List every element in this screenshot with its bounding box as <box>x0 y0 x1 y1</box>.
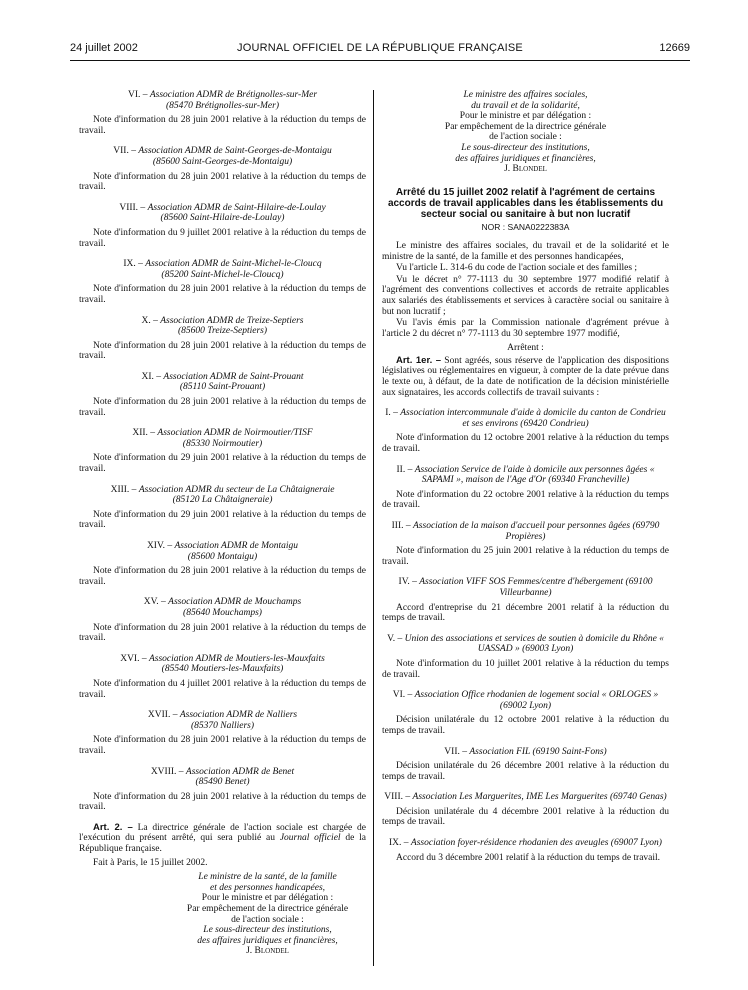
association-name: Association FIL (69190 Saint-Fons) <box>469 746 607 757</box>
association-place: (85110 Saint-Prouant) <box>179 382 266 393</box>
association-place: (85600 Saint-Georges-de-Montaigu) <box>152 156 293 167</box>
entry-number: IX. – <box>123 259 143 270</box>
association-entry <box>382 465 669 511</box>
association-name: Association ADMR de Moutiers-les-Mauxfaits <box>148 653 325 664</box>
header-date: 24 juillet 2002 <box>70 42 138 54</box>
association-note: Note d'information du 22 octobre 2001 relative à la réduction du temps de travail. <box>382 489 669 511</box>
association-note: Note d'information du 28 juin 2001 relative à la réduction du temps de travail. <box>79 735 366 756</box>
arrete-paragraph-3: Vu le décret n° 77-1113 du 30 septembre 1977 modifié relatif à l'agrément des conventions collectives et accords de retraite applicables aux salariés des établissements et services à caractère social ou sanitaire à but non lucratif ; <box>382 274 669 317</box>
association-name: Association Les Marguerites, IME Les Marguerites (69740 Genas) <box>412 792 667 803</box>
entry-number: VII. – <box>113 146 136 157</box>
association-name: Association ADMR de Brétignolles-sur-Mer <box>149 90 318 100</box>
sig-left-line-3: Pour le ministre et par délégation : <box>201 893 334 904</box>
association-name: Association ADMR de Benet <box>185 766 295 777</box>
sig-right-line-3: Pour le ministre et par délégation : <box>459 111 592 122</box>
association-name: Association ADMR de Noirmoutier/TISF <box>157 428 313 439</box>
association-title <box>79 316 366 327</box>
association-title <box>382 838 669 849</box>
association-title <box>79 146 366 157</box>
association-place: (85490 Benet) <box>195 777 250 788</box>
association-title <box>79 597 366 608</box>
entry-number: VI. – <box>127 90 148 100</box>
right-entries <box>382 408 669 863</box>
association-title <box>79 541 366 552</box>
header-journal-title: JOURNAL OFFICIEL DE LA RÉPUBLIQUE FRANÇAISE <box>237 42 523 54</box>
association-entry <box>79 90 366 136</box>
association-entry <box>382 838 669 863</box>
sig-right-line-2: du travail et de la solidarité, <box>471 100 580 111</box>
association-title <box>382 408 669 429</box>
association-entry <box>382 747 669 783</box>
association-note: Décision unilatérale du 26 décembre 2001 relative à la réduction du temps de travail. <box>382 761 669 782</box>
association-name: Association ADMR de Saint-Michel-le-Cloucq <box>145 259 322 270</box>
association-entry <box>382 792 669 828</box>
association-name: Association de la maison d'accueil pour personnes âgées (69790 Propières) <box>413 521 660 542</box>
article-1 <box>382 356 669 398</box>
association-note: Note d'information du 28 juin 2001 relative à la réduction du temps de travail. <box>79 566 366 587</box>
sig-left-line-6: Le sous-directeur des institutions, <box>203 925 332 936</box>
entry-number: V. – <box>387 633 403 644</box>
arretent: Arrêtent : <box>507 343 544 354</box>
entry-number: VI. – <box>392 690 413 701</box>
sig-right-line-6: Le sous-directeur des institutions, <box>461 142 590 153</box>
entry-number: I. – <box>385 408 398 419</box>
association-entry <box>79 372 366 418</box>
association-name: Association Office rhodanien de logement social « ORLOGES » (69002 Lyon) <box>414 690 659 711</box>
association-place: (85370 Nalliers) <box>190 720 255 731</box>
nor-reference: NOR : SANA0222383A <box>481 222 570 233</box>
association-place: (85600 Treize-Septiers) <box>177 326 268 337</box>
association-entry <box>79 541 366 587</box>
association-note: Note d'information du 29 juin 2001 relative à la réduction du temps de travail. <box>79 509 366 531</box>
arrete-paragraph-2: Vu l'article L. 314-6 du code de l'action sociale et des familles ; <box>396 263 638 274</box>
left-entries <box>79 90 366 813</box>
association-title <box>79 710 366 721</box>
column-divider <box>373 90 374 966</box>
association-place: (85600 Montaigu) <box>187 551 258 562</box>
association-entry <box>382 521 669 567</box>
entry-number: II. – <box>396 464 413 475</box>
association-place: (85600 Saint-Hilaire-de-Loulay) <box>160 213 285 224</box>
association-place: (85540 Moutiers-les-Mauxfaits) <box>161 664 284 675</box>
sig-right-line-1: Le ministre des affaires sociales, <box>463 90 588 100</box>
association-note: Note d'information du 28 juin 2001 relative à la réduction du temps de travail. <box>79 115 366 136</box>
association-name: Association foyer-résidence rhodanien des aveugles (69007 Lyon) <box>410 838 662 849</box>
association-title <box>79 767 366 778</box>
sig-right-line-4: Par empêchement de la directrice générale <box>444 121 607 132</box>
header-page-number: 12669 <box>659 42 690 54</box>
sig-left-line-1: Le ministre de la santé, de la famille <box>198 872 337 883</box>
entry-number: XVIII. – <box>150 766 184 777</box>
arrete-paragraph-4: Vu l'avis émis par la Commission nationale d'agrément prévue à l'article 2 du décret n° 77-1113 du 30 septembre 1977 modifié, <box>382 318 669 339</box>
entry-number: XV. – <box>143 597 166 608</box>
article-2-text-before: La directrice générale de l'action sociale est chargée de l'exécution du présent arrêté, qui sera publié au <box>79 822 366 844</box>
association-note: Note d'information du 28 juin 2001 relative à la réduction du temps de travail. <box>79 284 366 305</box>
entry-number: XIII. – <box>110 484 137 495</box>
entry-number: XIV. – <box>146 541 173 551</box>
association-note: Note d'information du 25 juin 2001 relative à la réduction du temps de travail. <box>382 546 669 567</box>
association-title <box>79 90 366 101</box>
association-entry <box>79 203 366 249</box>
signature-right <box>382 90 669 175</box>
association-title <box>382 747 669 758</box>
entry-number: XVII. – <box>147 710 178 721</box>
association-name: Association ADMR du secteur de La Châtaigneraie <box>138 484 335 495</box>
association-title <box>382 521 669 542</box>
association-note: Note d'information du 28 juin 2001 relative à la réduction du temps de travail. <box>79 622 366 644</box>
association-title <box>382 634 669 655</box>
association-note: Note d'information du 12 octobre 2001 relative à la réduction du temps de travail. <box>382 433 669 455</box>
page-header <box>70 36 690 61</box>
association-place: (85330 Noirmoutier) <box>182 438 263 449</box>
association-title <box>79 259 366 270</box>
arrete-paragraph-1: Le ministre des affaires sociales, du travail et de la solidarité et le ministre de la santé, de la famille et des personnes handicapées, <box>382 240 669 262</box>
association-title <box>79 428 366 439</box>
association-entry <box>79 767 366 813</box>
association-entry <box>382 634 669 680</box>
association-name: Union des associations et services de soutien à domicile du Rhône « UASSAD » (69003 Lyon) <box>404 633 664 655</box>
sig-right-line-7: des affaires juridiques et financières, <box>455 153 596 164</box>
entry-number: IV. – <box>398 577 417 588</box>
sig-left-signer: J. Blondel <box>246 946 289 957</box>
association-note: Accord du 3 décembre 2001 relatif à la réduction du temps de travail. <box>396 852 661 863</box>
association-note: Note d'information du 28 juin 2001 relative à la réduction du temps de travail. <box>79 340 366 362</box>
association-entry <box>79 597 366 643</box>
entry-number: XII. – <box>132 428 156 439</box>
association-place: (85470 Brétignolles-sur-Mer) <box>166 100 279 111</box>
entry-number: XVI. – <box>120 653 147 664</box>
sig-left-line-5: de l'action sociale : <box>231 914 304 925</box>
entry-number: IX. – <box>389 838 409 849</box>
association-place: (85120 La Châtaigneraie) <box>172 495 273 506</box>
association-name: Association VIFF SOS Femmes/centre d'hébergement (69100 Villeurbanne) <box>419 577 653 598</box>
association-place: (85200 Saint-Michel-le-Cloucq) <box>161 269 284 280</box>
association-title <box>382 792 669 803</box>
association-entry <box>79 259 366 305</box>
done-at: Fait à Paris, le 15 juillet 2002. <box>93 857 208 868</box>
article-1-label: Art. 1er. – <box>396 354 442 366</box>
association-name: Association ADMR de Saint-Hilaire-de-Loulay <box>147 202 326 213</box>
association-title <box>79 654 366 665</box>
association-note: Note d'information du 10 juillet 2001 relative à la réduction du temps de travail. <box>382 658 669 680</box>
association-entry <box>79 146 366 192</box>
association-note: Note d'information du 29 juin 2001 relative à la réduction du temps de travail. <box>79 453 366 475</box>
association-note: Décision unilatérale du 12 octobre 2001 relative à la réduction du temps de travail. <box>382 715 669 736</box>
association-name: Association ADMR de Montaigu <box>174 541 299 551</box>
sig-left-line-4: Par empêchement de la directrice générale <box>186 904 349 915</box>
article-2-text-after: de la République française. <box>79 833 367 855</box>
association-entry <box>382 577 669 623</box>
association-title <box>382 577 669 598</box>
association-note: Note d'information du 28 juin 2001 relative à la réduction du temps de travail. <box>79 397 366 418</box>
association-entry <box>79 710 366 756</box>
association-name: Association ADMR de Treize-Septiers <box>160 315 304 326</box>
entry-number: III. – <box>391 521 411 532</box>
entry-number: X. – <box>141 315 158 326</box>
sig-right-line-5: de l'action sociale : <box>489 132 562 143</box>
association-name: Association ADMR de Nalliers <box>179 710 298 721</box>
association-name: Association ADMR de Mouchamps <box>168 597 302 608</box>
article-2 <box>79 823 366 855</box>
entry-number: VIII. – <box>384 792 411 803</box>
arrete-title: Arrêté du 15 juillet 2002 relatif à l'agrément de certains accords de travail applicables dans les établissements du secteur social ou sanitaire à but non lucratif <box>387 186 664 221</box>
article-2-journal: Journal officiel <box>279 833 341 844</box>
association-name: Association Service de l'aide à domicile aux personnes âgées « SAPAMI », maison de l'Age d'Or (69340 Francheville) <box>414 464 655 486</box>
association-entry <box>382 408 669 454</box>
association-entry <box>382 690 669 736</box>
association-name: Association ADMR de Saint-Prouant <box>163 371 304 382</box>
left-column <box>79 90 366 969</box>
article-1-text: Sont agréés, sous réserve de l'application des dispositions législatives ou réglementaires en vigueur, à compter de la date prévue dans le texte ou, à défaut, de la date de notification de la décision ministérielle aux signataires, les accords collectifs de travail suivants : <box>382 355 669 398</box>
association-note: Décision unilatérale du 4 décembre 2001 relative à la réduction du temps de travail. <box>382 806 669 828</box>
association-entry <box>79 485 366 531</box>
association-note: Note d'information du 9 juillet 2001 relative à la réduction du temps de travail. <box>79 227 366 249</box>
entry-number: XI. – <box>141 371 162 382</box>
sig-left-line-7: des affaires juridiques et financières, <box>197 935 338 946</box>
association-place: (85640 Mouchamps) <box>183 607 262 618</box>
association-entry <box>79 428 366 474</box>
association-note: Note d'information du 4 juillet 2001 relative à la réduction du temps de travail. <box>79 678 366 700</box>
association-title <box>79 203 366 214</box>
association-note: Note d'information du 28 juin 2001 relative à la réduction du temps de travail. <box>79 791 366 813</box>
association-name: Association intercommunale d'aide à domicile du canton de Condrieu et ses environs (69420 Condrieu) <box>400 408 666 429</box>
association-title <box>382 690 669 711</box>
association-entry <box>79 654 366 700</box>
entry-number: VIII. – <box>119 202 146 213</box>
signature-left <box>169 872 366 957</box>
association-note: Accord d'entreprise du 21 décembre 2001 relatif à la réduction du temps de travail. <box>382 602 669 624</box>
association-name: Association ADMR de Saint-Georges-de-Montaigu <box>138 146 332 157</box>
right-column <box>382 90 669 873</box>
article-2-label: Art. 2. – <box>93 821 133 833</box>
association-note: Note d'information du 28 juin 2001 relative à la réduction du temps de travail. <box>79 171 366 193</box>
association-title <box>382 465 669 486</box>
association-title <box>79 485 366 496</box>
sig-right-signer: J. Blondel <box>504 164 547 175</box>
sig-left-line-2: et des personnes handicapées, <box>209 882 326 893</box>
entry-number: VII. – <box>444 746 467 757</box>
association-title <box>79 372 366 383</box>
association-entry <box>79 316 366 362</box>
